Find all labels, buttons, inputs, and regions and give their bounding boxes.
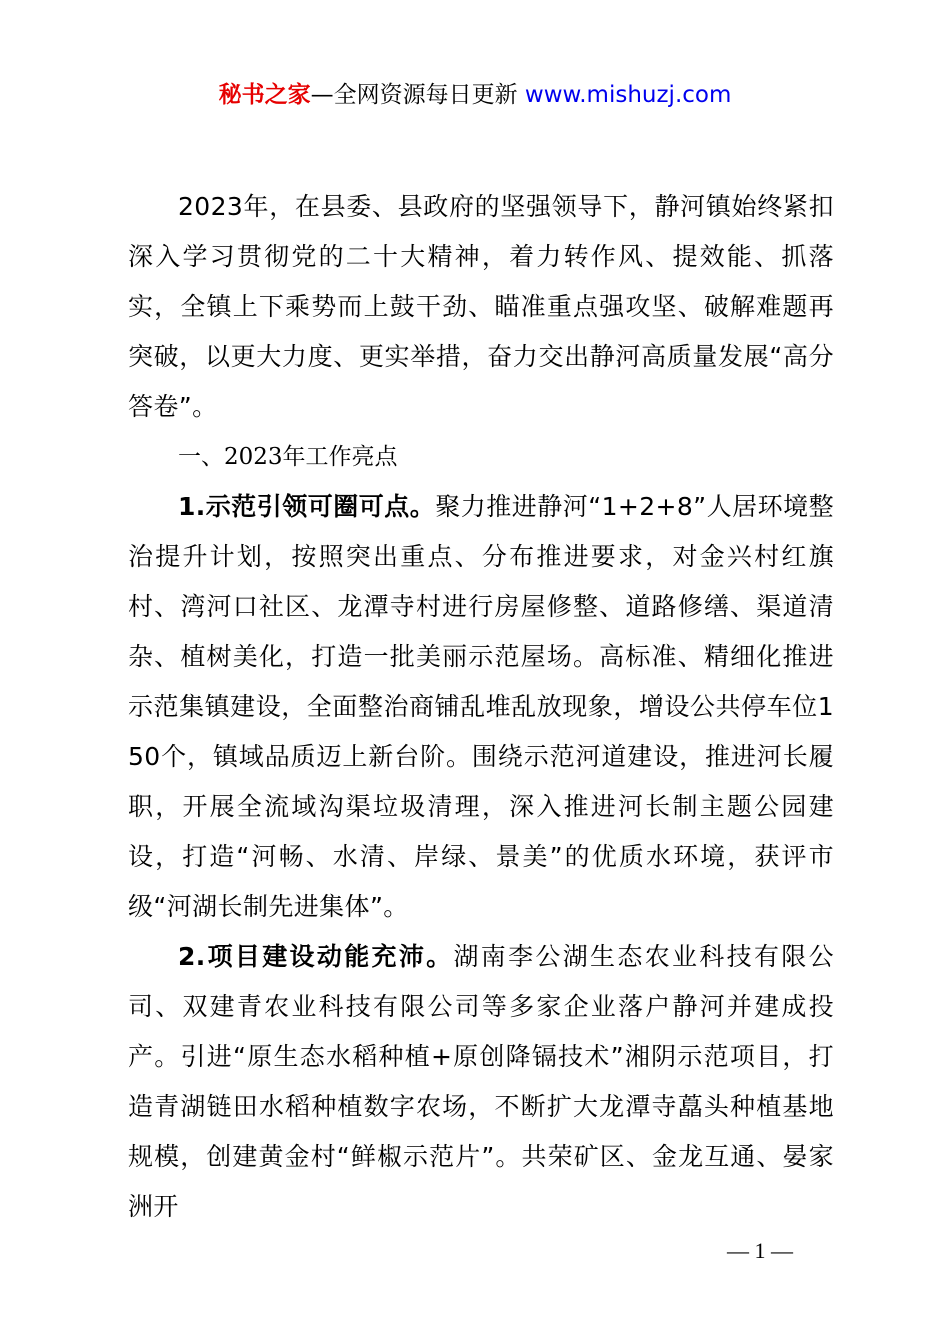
- site-header: [0, 78, 950, 112]
- document-body: [128, 182, 834, 1232]
- site-url-link[interactable]: www.mishuzj.com: [524, 82, 732, 108]
- item-paragraph-1: [128, 482, 834, 932]
- page-number: — 1 —: [727, 1238, 793, 1263]
- section-heading: 一、2023年工作亮点: [178, 444, 398, 470]
- item-text-1: 聚力推进静河“1+2+8”人居环境整治提升计划，按照突出重点、分布推进要求，对金兴村红旗村、湾河口社区、龙潭寺村进行房屋修整、道路修缮、渠道清杂、植树美化，打造一批美丽示范屋场。高标准、精细化推进示范集镇建设，全面整治商铺乱堆乱放现象，增设公共停车位150个，镇域品质迈上新台阶。围绕示范河道建设，推进河长履职，开展全流域沟渠垃圾清理，深入推进河长制主题公园建设，打造“河畅、水清、岸绿、景美”的优质水环境，获评市级“河湖长制先进集体”。: [128, 492, 835, 921]
- item-text-2: 湖南李公湖生态农业科技有限公司、双建青农业科技有限公司等多家企业落户静河并建成投产。引进“原生态水稻种植+原创降镉技术”湘阴示范项目，打造青湖链田水稻种植数字农场，不断扩大龙潭寺藠头种植基地规模，创建黄金村“鲜椒示范片”。共荣矿区、金龙互通、晏家洲开: [128, 942, 834, 1221]
- header-tagline: —全网资源每日更新: [310, 82, 518, 108]
- item-lead-2: 2.项目建设动能充沛。: [178, 942, 454, 971]
- brand-name: 秘书之家: [218, 82, 311, 108]
- item-lead-1: 1.示范引领可圈可点。: [178, 492, 436, 521]
- intro-paragraph: 2023年，在县委、县政府的坚强领导下，静河镇始终紧扣深入学习贯彻党的二十大精神，着力转作风、提效能、抓落实，全镇上下乘势而上鼓干劲、瞄准重点强攻坚、破解难题再突破，以更大力度、更实举措，奋力交出静河高质量发展“高分答卷”。: [128, 192, 834, 421]
- item-paragraph-2: [128, 932, 834, 1232]
